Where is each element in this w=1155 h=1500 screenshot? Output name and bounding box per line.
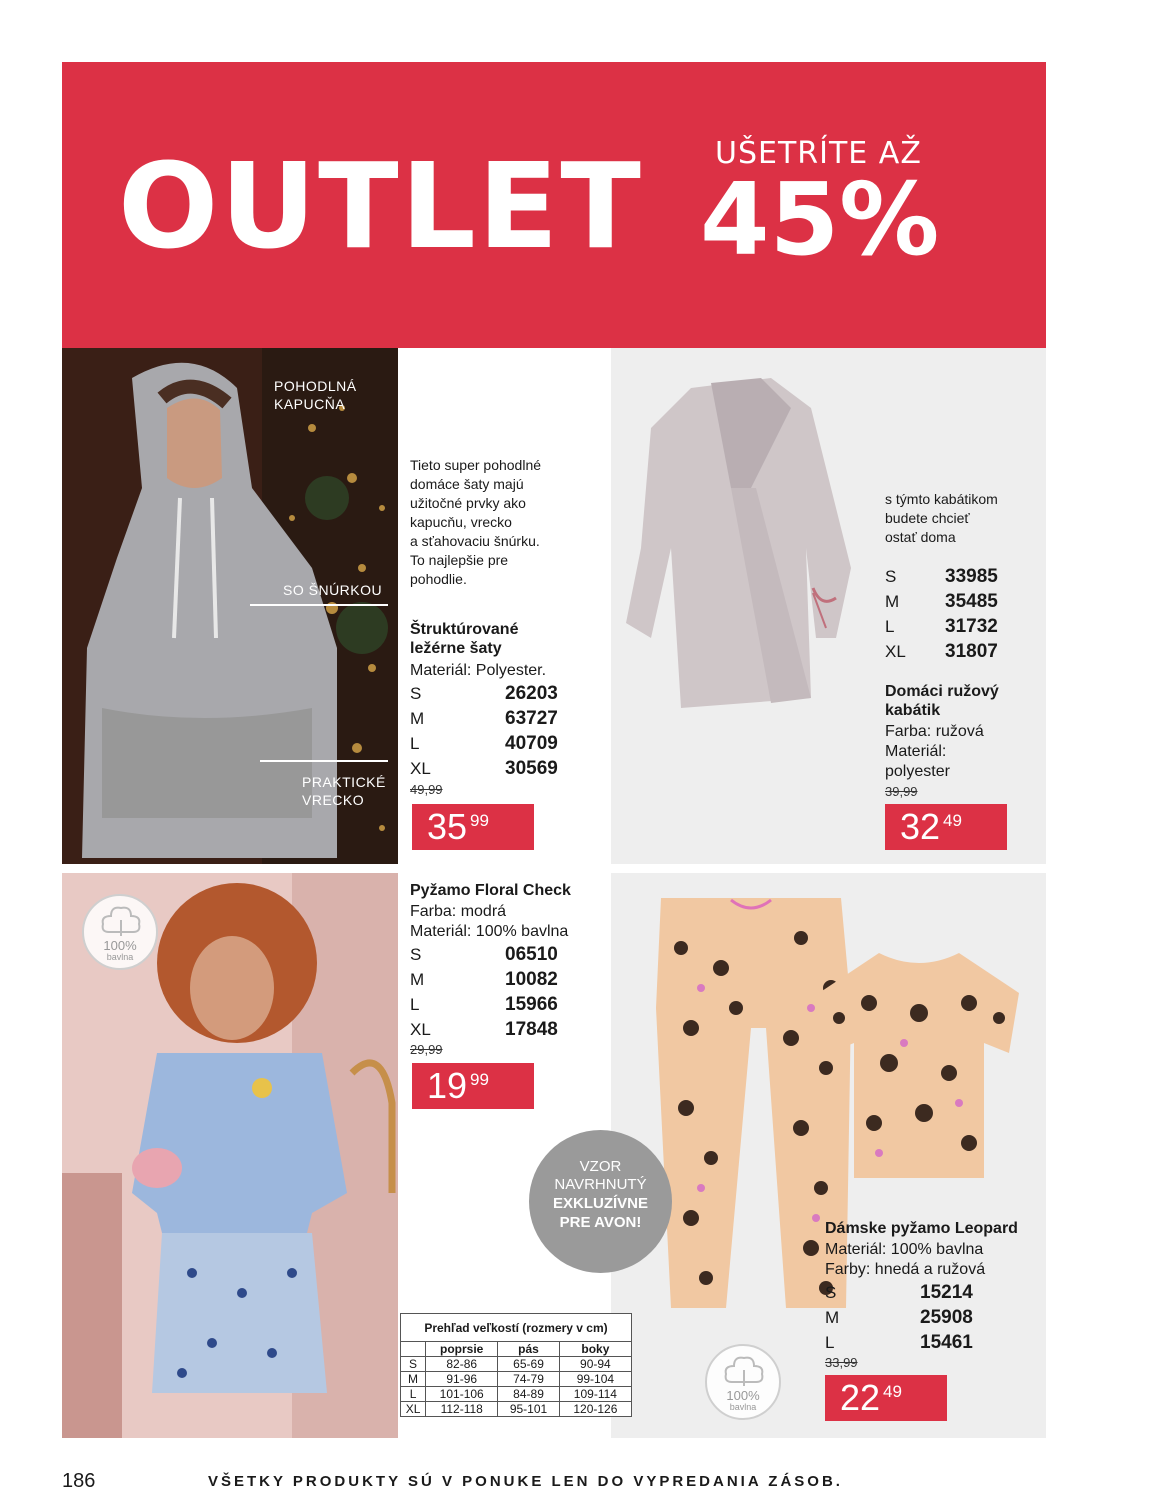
table-header xyxy=(401,1342,426,1357)
table-row xyxy=(401,1357,632,1372)
callout-pocket: PRAKTICKÉ VRECKO xyxy=(302,774,386,808)
jacket-old-price: 39,99 xyxy=(885,784,918,799)
table-cell: 82-86 xyxy=(426,1357,498,1372)
dress-old-price: 49,99 xyxy=(410,782,443,797)
product-code: 06510 xyxy=(505,943,558,965)
dress-name-line: Štruktúrované xyxy=(410,621,519,638)
product-code: 31807 xyxy=(945,640,998,662)
dress-desc-line: a sťahovaciu šnúrku. xyxy=(410,533,540,549)
dress-desc-line: Tieto super pohodlné xyxy=(410,457,542,473)
table-header: pás xyxy=(498,1342,559,1357)
jacket-detail-line: Farba: ružová xyxy=(885,723,984,740)
dress-size-list xyxy=(410,681,558,781)
table-header: poprsie xyxy=(426,1342,498,1357)
jacket-size-list xyxy=(885,564,998,664)
dress-photo xyxy=(62,348,398,864)
product-code: 40709 xyxy=(505,732,558,754)
leopard-name: Dámske pyžamo Leopard xyxy=(825,1220,1018,1237)
size-label: XL xyxy=(885,641,906,661)
floral-pyjama-photo xyxy=(62,873,398,1438)
table-cell: 120-126 xyxy=(559,1402,631,1417)
product-code: 33985 xyxy=(945,565,998,587)
product-code: 35485 xyxy=(945,590,998,612)
size-chart-caption: Prehľad veľkostí (rozmery v cm) xyxy=(401,1314,632,1342)
product-code: 26203 xyxy=(505,682,558,704)
size-row xyxy=(410,681,558,706)
jacket-name-line: Domáci ružový xyxy=(885,683,999,700)
size-row xyxy=(825,1280,973,1305)
table-cell: 95-101 xyxy=(498,1402,559,1417)
size-row xyxy=(885,614,998,639)
floral-name: Pyžamo Floral Check xyxy=(410,882,571,899)
price-cents: 49 xyxy=(883,1382,902,1401)
outlet-banner xyxy=(62,62,1046,348)
dress-name xyxy=(410,620,518,658)
size-label: L xyxy=(825,1332,835,1352)
table-cell: 90-94 xyxy=(559,1357,631,1372)
floral-old-price: 29,99 xyxy=(410,1042,443,1057)
size-row xyxy=(410,942,558,967)
table-cell: 84-89 xyxy=(498,1387,559,1402)
size-label: M xyxy=(885,591,900,611)
dress-desc-line: domáce šaty majú xyxy=(410,476,524,492)
size-label: L xyxy=(885,616,895,636)
cotton-icon xyxy=(724,1354,764,1386)
price-whole: 19 xyxy=(427,1065,468,1106)
jacket-detail-line: Materiál: xyxy=(885,743,947,760)
banner-title: OUTLET xyxy=(118,137,643,275)
jacket-desc-line: s týmto kabátikom xyxy=(885,491,998,507)
table-cell: M xyxy=(401,1372,426,1387)
cotton-word: bavlna xyxy=(729,1402,757,1412)
callout-drawstring-line xyxy=(250,604,388,606)
size-label: XL xyxy=(410,758,431,778)
table-cell: XL xyxy=(401,1402,426,1417)
product-code: 10082 xyxy=(505,968,558,990)
size-row xyxy=(825,1305,973,1330)
badge-line: NAVRHNUTÝ xyxy=(554,1176,647,1193)
table-cell: 112-118 xyxy=(426,1402,498,1417)
dress-desc-line: užitočné prvky ako xyxy=(410,495,526,511)
size-label: S xyxy=(410,683,422,703)
size-row xyxy=(885,564,998,589)
exclusive-design-badge xyxy=(529,1130,672,1273)
dress-desc-line: kapucňu, vrecko xyxy=(410,514,512,530)
jacket-desc-line: budete chcieť xyxy=(885,510,970,526)
table-cell: 74-79 xyxy=(498,1372,559,1387)
product-code: 25908 xyxy=(920,1306,973,1328)
size-chart-table xyxy=(400,1313,632,1417)
cotton-badge xyxy=(82,894,158,970)
cotton-percent: 100% xyxy=(103,938,137,953)
banner-save-label: UŠETRÍTE AŽ xyxy=(715,136,922,171)
size-label: S xyxy=(410,944,422,964)
callout-pocket-line xyxy=(260,760,388,762)
size-row xyxy=(410,967,558,992)
leopard-detail-line: Farby: hnedá a ružová xyxy=(825,1261,986,1278)
floral-size-list xyxy=(410,942,558,1042)
product-code: 15461 xyxy=(920,1331,973,1353)
badge-line: EXKLUZÍVNE xyxy=(552,1195,648,1212)
table-cell: 99-104 xyxy=(559,1372,631,1387)
jacket-name-line: kabátik xyxy=(885,702,941,719)
cotton-badge xyxy=(705,1344,781,1420)
price-cents: 99 xyxy=(470,811,489,830)
price-cents: 49 xyxy=(943,811,962,830)
table-cell: 101-106 xyxy=(426,1387,498,1402)
leopard-price-tag xyxy=(825,1375,947,1421)
price-whole: 22 xyxy=(840,1377,881,1418)
size-label: S xyxy=(825,1282,837,1302)
cotton-icon xyxy=(101,904,141,936)
size-label: XL xyxy=(410,1019,431,1039)
table-cell: L xyxy=(401,1387,426,1402)
cotton-percent: 100% xyxy=(726,1388,760,1403)
floral-detail-line: Materiál: 100% bavlna xyxy=(410,923,569,940)
table-cell: S xyxy=(401,1357,426,1372)
size-label: S xyxy=(885,566,897,586)
table-cell: 91-96 xyxy=(426,1372,498,1387)
price-whole: 32 xyxy=(900,806,941,847)
leopard-size-list xyxy=(825,1280,973,1355)
size-row xyxy=(410,992,558,1017)
cotton-word: bavlna xyxy=(106,952,134,962)
badge-line: VZOR xyxy=(579,1158,622,1175)
callout-hood: POHODLNÁ KAPUCŇA xyxy=(274,378,357,412)
table-cell: 65-69 xyxy=(498,1357,559,1372)
size-row xyxy=(885,589,998,614)
size-row xyxy=(885,639,998,664)
table-cell: 109-114 xyxy=(559,1387,631,1402)
size-label: M xyxy=(410,708,425,728)
table-row xyxy=(401,1387,632,1402)
size-row xyxy=(410,1017,558,1042)
jacket-illustration xyxy=(621,368,871,728)
product-code: 17848 xyxy=(505,1018,558,1040)
page-number: 186 xyxy=(62,1470,96,1492)
floral-price-tag xyxy=(412,1063,534,1109)
size-label: L xyxy=(410,733,420,753)
size-label: M xyxy=(825,1307,840,1327)
dress-material: Materiál: Polyester. xyxy=(410,662,547,679)
size-label: M xyxy=(410,969,425,989)
jacket-price-tag xyxy=(885,804,1007,850)
leopard-detail-line: Materiál: 100% bavlna xyxy=(825,1241,984,1258)
price-whole: 35 xyxy=(427,806,468,847)
jacket-details xyxy=(885,722,984,782)
size-row xyxy=(410,756,558,781)
banner-save-percent: 45% xyxy=(700,161,940,278)
leopard-details xyxy=(825,1240,985,1280)
product-code: 15214 xyxy=(920,1281,973,1303)
size-row xyxy=(825,1330,973,1355)
table-row xyxy=(401,1372,632,1387)
dress-desc-line: To najlepšie pre xyxy=(410,552,509,568)
jacket-name xyxy=(885,682,999,720)
product-code: 31732 xyxy=(945,615,998,637)
badge-line: PRE AVON! xyxy=(559,1214,642,1231)
jacket-detail-line: polyester xyxy=(885,763,950,780)
dress-desc-line: pohodlie. xyxy=(410,571,467,587)
price-cents: 99 xyxy=(470,1070,489,1089)
product-code: 30569 xyxy=(505,757,558,779)
leopard-old-price: 33,99 xyxy=(825,1355,858,1370)
dress-description xyxy=(410,456,600,589)
table-row xyxy=(401,1402,632,1417)
product-code: 15966 xyxy=(505,993,558,1015)
floral-details xyxy=(410,902,568,942)
callout-drawstring: SO ŠNÚRKOU xyxy=(283,582,383,598)
leopard-shirt-illustration xyxy=(809,943,1029,1183)
floral-detail-line: Farba: modrá xyxy=(410,903,507,920)
dress-name-line: ležérne šaty xyxy=(410,640,502,657)
dress-price-tag xyxy=(412,804,534,850)
size-row xyxy=(410,706,558,731)
size-label: L xyxy=(410,994,420,1014)
footer-note: VŠETKY PRODUKTY SÚ V PONUKE LEN DO VYPREDANIA ZÁSOB. xyxy=(208,1473,843,1490)
table-header: boky xyxy=(559,1342,631,1357)
product-code: 63727 xyxy=(505,707,558,729)
size-row xyxy=(410,731,558,756)
jacket-description xyxy=(885,490,1045,547)
jacket-desc-line: ostať doma xyxy=(885,529,956,545)
